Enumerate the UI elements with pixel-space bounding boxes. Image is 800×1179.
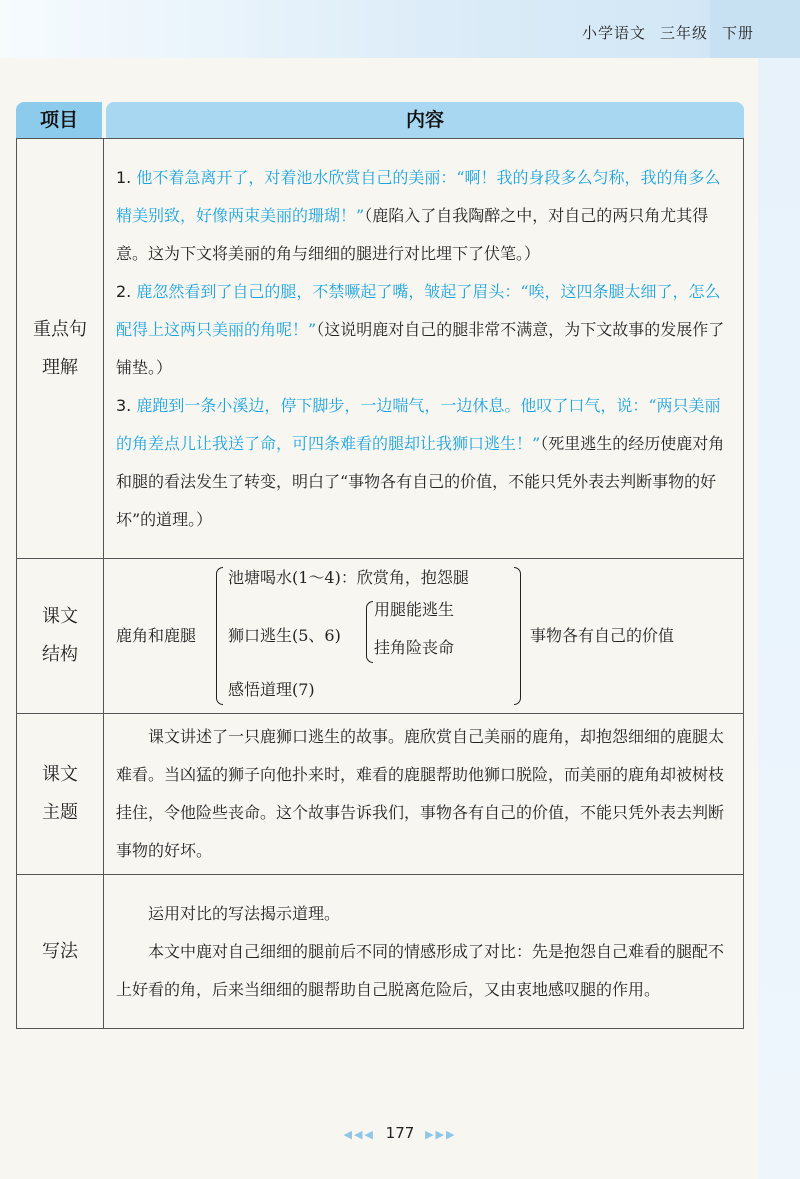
structure-part: 狮口逃生(5、6) bbox=[228, 626, 341, 645]
label-line: 课文 bbox=[42, 764, 78, 785]
header-grade: 三年级 bbox=[659, 24, 708, 42]
label-line: 写法 bbox=[42, 940, 78, 962]
summary-table bbox=[16, 102, 744, 1029]
page-footer bbox=[0, 1124, 800, 1142]
sentence-item bbox=[116, 273, 733, 387]
left-brace bbox=[216, 567, 223, 705]
quote-text: 他不着急离开了，对着池水欣赏自己的美丽：“啊！我的身段多么匀称，我的角多么精美别致，好像两束美丽的珊瑚！” bbox=[116, 167, 721, 225]
inner-brace bbox=[366, 601, 373, 663]
label-line: 理解 bbox=[42, 356, 78, 378]
right-margin-strip bbox=[758, 58, 800, 1179]
note-text: （死里逃生的经历使鹿对角和腿的看法发生了转变，明白了“事物各有自己的价值，不能只凭外表去判断事物的好坏”的道理。） bbox=[116, 433, 725, 529]
item-number: 1. bbox=[116, 167, 132, 187]
note-text: （鹿陷入了自我陶醉之中，对自己的两只角尤其得意。这为下文将美丽的角与细细的腿进行对比埋下了伏笔。） bbox=[116, 205, 709, 263]
label-theme bbox=[17, 714, 104, 875]
quote-text: 鹿忽然看到了自己的腿，不禁噘起了嘴，皱起了眉头：“唉，这四条腿太细了，怎么配得上这两只美丽的角呢！” bbox=[116, 281, 721, 339]
running-header bbox=[582, 22, 754, 43]
content-structure bbox=[104, 559, 744, 714]
right-arrows-icon: ▶▶▶ bbox=[425, 1128, 457, 1141]
table-header bbox=[16, 102, 744, 138]
label-structure bbox=[17, 559, 104, 714]
label-line: 主题 bbox=[42, 802, 78, 823]
header-volume: 下册 bbox=[721, 24, 754, 42]
right-brace bbox=[514, 567, 521, 705]
row-theme bbox=[17, 714, 744, 875]
structure-subpart: 用腿能逃生 bbox=[374, 600, 455, 619]
structure-part: 感悟道理(7) bbox=[228, 680, 315, 699]
header-subject: 小学语文 bbox=[581, 24, 646, 42]
table-body bbox=[16, 138, 744, 1029]
item-number: 2. bbox=[116, 281, 132, 301]
item-number: 3. bbox=[116, 395, 132, 415]
row-key-sentences bbox=[17, 139, 744, 559]
writing-line: 本文中鹿对自己细细的腿前后不同的情感形成了对比：先是抱怨自己难看的腿配不上好看的角，后来当细细的腿帮助自己脱离危险后，又由衷地感叹腿的作用。 bbox=[116, 941, 725, 999]
note-text: （这说明鹿对自己的腿非常不满意，为下文故事的发展作了铺垫。） bbox=[116, 319, 725, 377]
structure-conclusion: 事物各有自己的价值 bbox=[530, 626, 675, 645]
writing-line: 运用对比的写法揭示道理。 bbox=[148, 903, 341, 923]
label-key-sentences bbox=[17, 139, 104, 559]
structure-part: 池塘喝水(1～4)：欣赏角，抱怨腿 bbox=[228, 568, 469, 587]
structure-subpart: 挂角险丧命 bbox=[374, 638, 455, 657]
theme-text: 课文讲述了一只鹿狮口逃生的故事。鹿欣赏自己美丽的鹿角，却抱怨细细的鹿腿太难看。当凶猛的狮子向他扑来时，难看的鹿腿帮助他狮口脱险，而美丽的鹿角却被树枝挂住，令他险些丧命。这个故事告诉我们，事物各有自己的价值，不能只凭外表去判断事物的好坏。 bbox=[116, 727, 725, 860]
row-writing bbox=[17, 875, 744, 1029]
label-line: 结构 bbox=[42, 644, 78, 665]
content-key-sentences bbox=[104, 139, 744, 559]
row-structure bbox=[17, 559, 744, 714]
sentence-item bbox=[116, 159, 733, 273]
page-number: 177 bbox=[385, 1124, 415, 1142]
col-header-content: 内容 bbox=[106, 102, 744, 138]
label-line: 课文 bbox=[42, 606, 78, 627]
structure-diagram bbox=[116, 563, 733, 709]
structure-root: 鹿角和鹿腿 bbox=[116, 626, 197, 645]
left-arrows-icon: ◀◀◀ bbox=[343, 1128, 375, 1141]
label-writing bbox=[17, 875, 104, 1029]
quote-text: 鹿跑到一条小溪边，停下脚步，一边喘气，一边休息。他叹了口气，说：“两只美丽的角差点儿让我送了命，可四条难看的腿却让我狮口逃生！” bbox=[116, 395, 721, 453]
content-theme bbox=[104, 714, 744, 875]
sentence-item bbox=[116, 387, 733, 539]
content-writing bbox=[104, 875, 744, 1029]
label-line: 重点句 bbox=[33, 318, 87, 340]
col-header-item: 项目 bbox=[16, 102, 102, 138]
